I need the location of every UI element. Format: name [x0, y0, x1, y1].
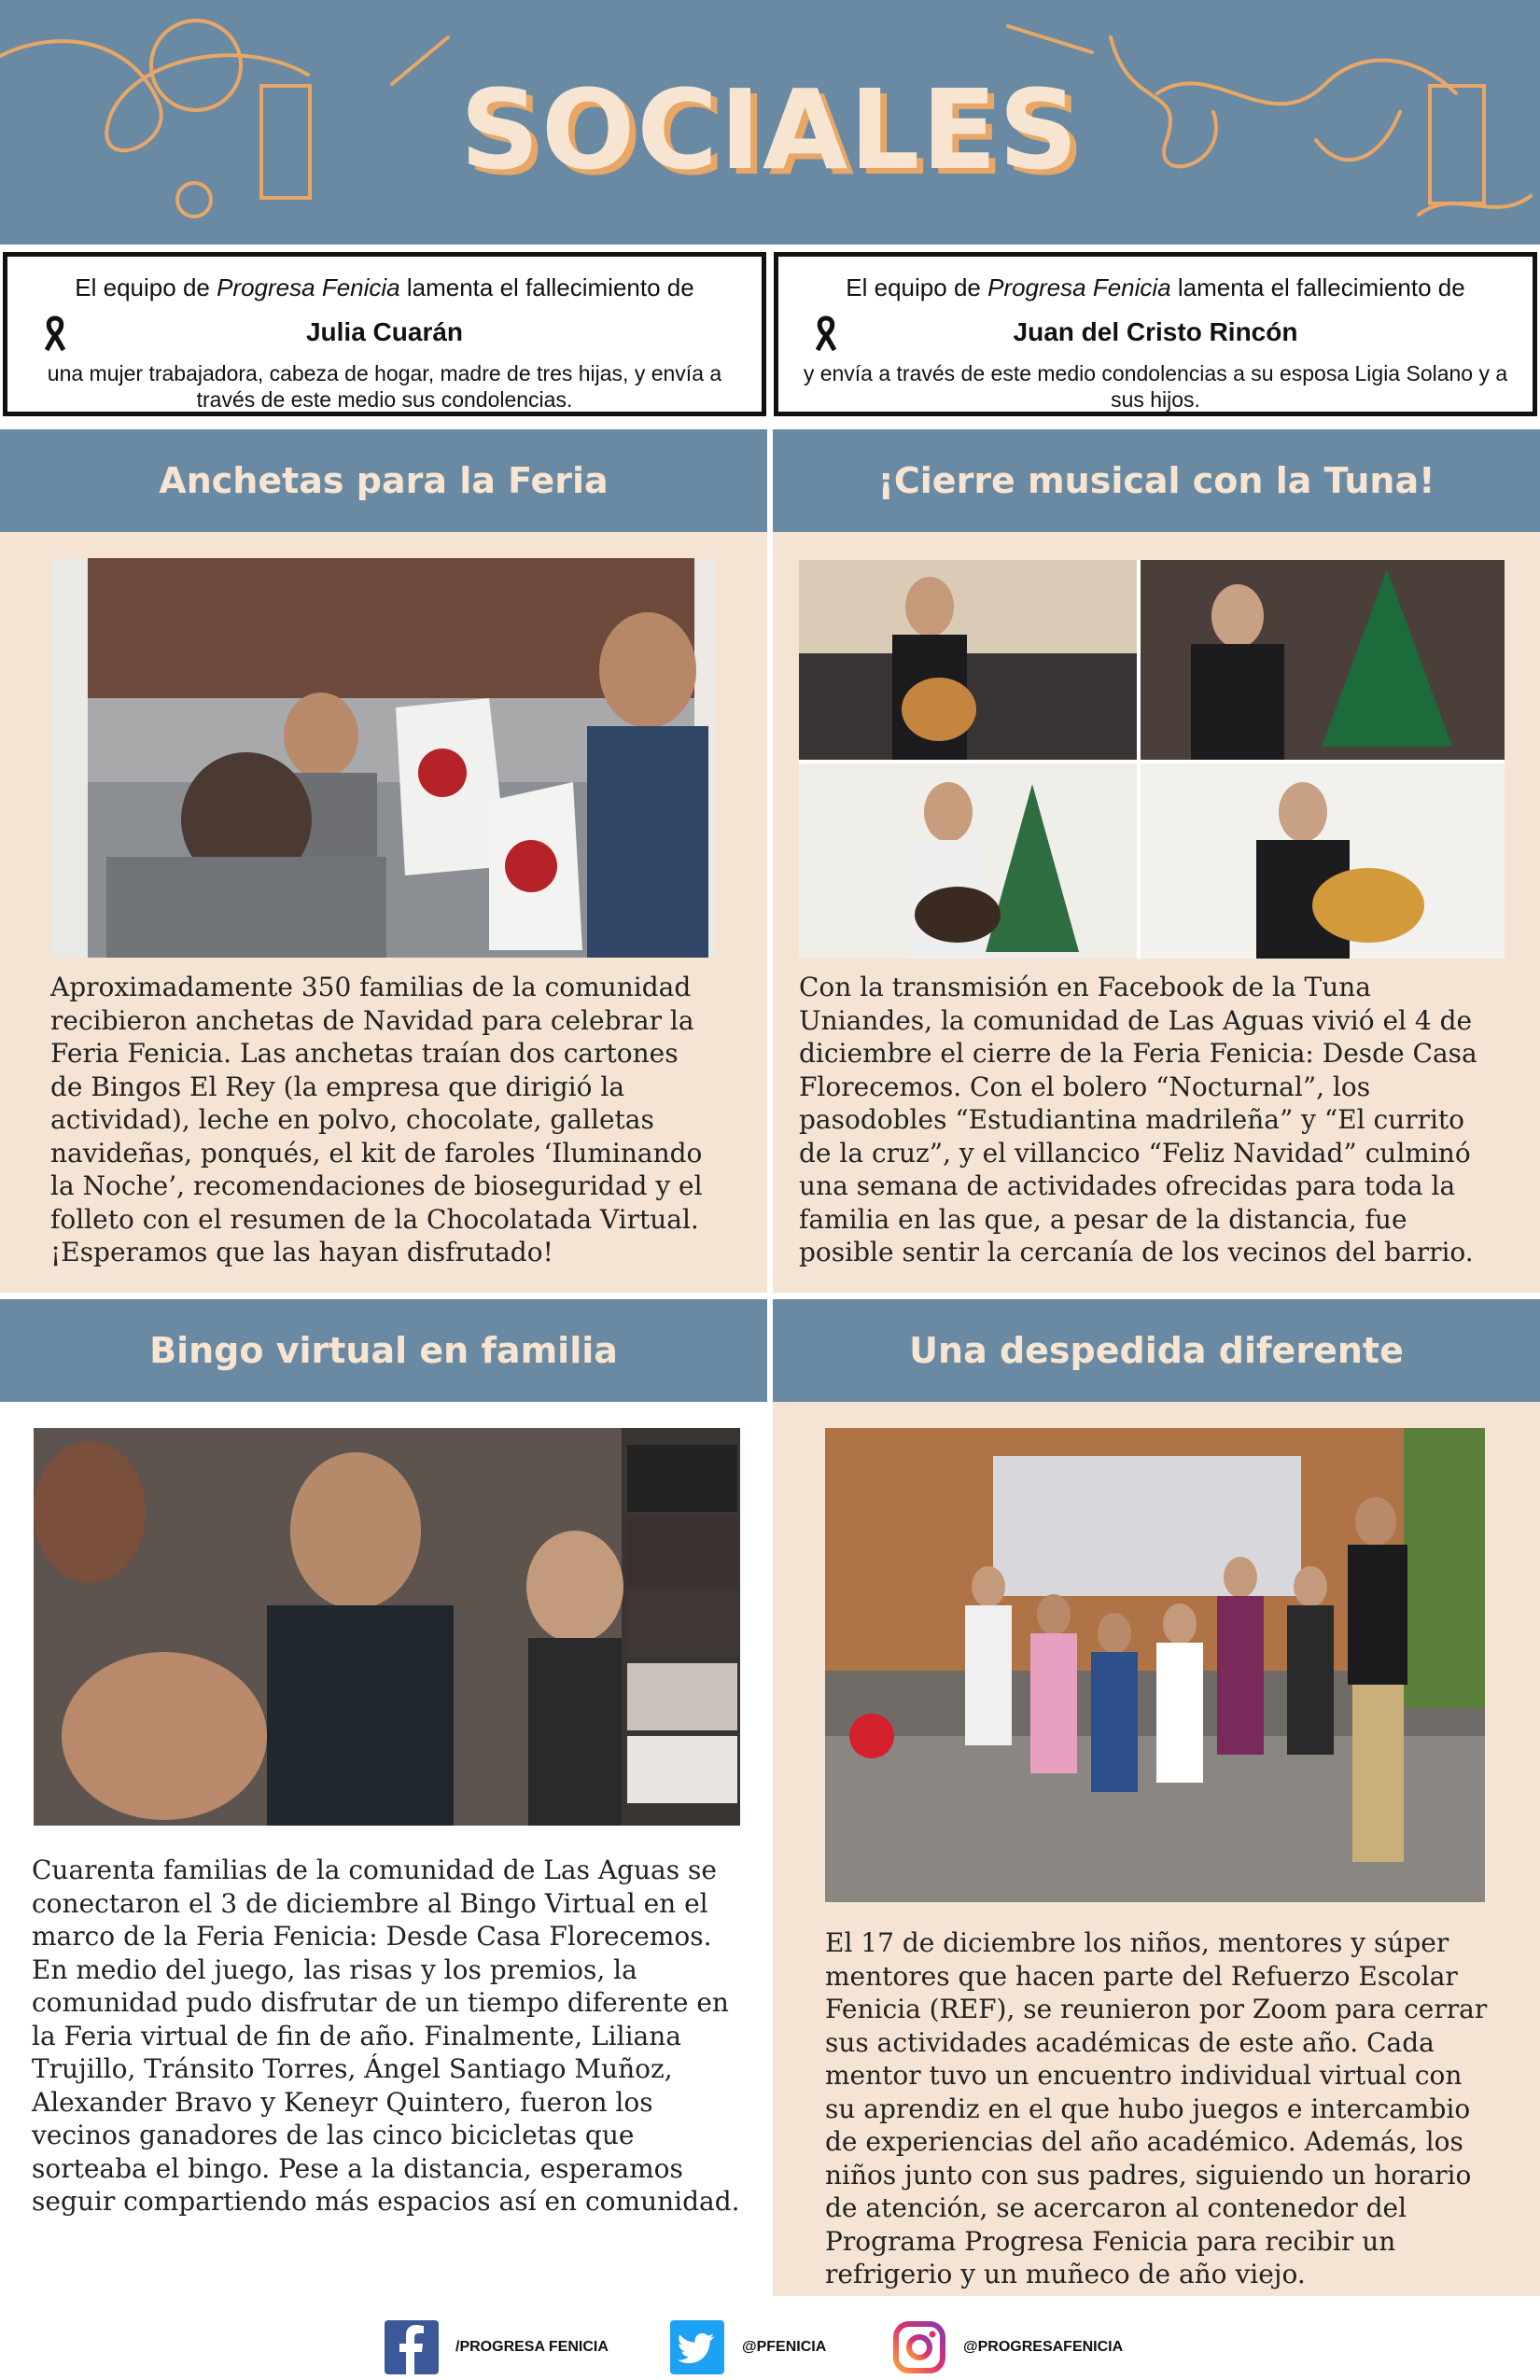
mourning-ribbon-icon: [43, 315, 67, 352]
section-body-bingo: Cuarenta familias de la comunidad de Las Aguas se conectaron el 3 de diciembre al Bingo Virtual en el marco de la Feria Fenicia: Desde Casa Florecemos. En medio del juego, las risas y los premios, la comunidad pudo disfrutar de un tiempo diferente en la Feria virtual de fin de año. Finalmente, Liliana Trujillo, Tránsito Torres, Ángel Santiago Muñoz, Alexander Bravo y Keneyr Quintero, fueron los vecinos ganadores de las cinco bicicletas que sorteaba el bingo. Pese a la distancia, esperamos seguir compartiendo más espacios así en comunidad.: [32, 1855, 740, 2217]
obituary-org: Progresa Fenicia: [217, 273, 400, 301]
facebook-icon[interactable]: [385, 2320, 439, 2374]
photo-bingo-virtual: [34, 1428, 740, 1826]
obituary-name: Julia Cuarán: [305, 317, 464, 346]
obituary-card-1: [3, 252, 766, 416]
photo-tuna-collage: [799, 560, 1505, 959]
section-body-tuna: Con la transmisión en Facebook de la Tuna Uniandes, la comunidad de Las Aguas vivió el 4 de diciembre el cierre de la Feria Fenicia: Desde Casa Florecemos. Con el bolero “Nocturnal”, los pasodobles “Estudiantina madrileña” y “El currito de la cruz”, y el villancico “Feliz Navidad” culminó una semana de actividades ofrecidas para toda la familia en las que, a pesar de la distancia, fue posible sentir la cercanía de los vecinos del barrio.: [799, 972, 1477, 1267]
obituary-message: una mujer trabajadora, cabeza de hogar, madre de tres hijas, y envía a través de este medio sus condolencias.: [47, 361, 722, 412]
page-header: [0, 0, 1540, 245]
section-header-despedida: Una despedida diferente: [773, 1299, 1540, 1402]
obituary-message: y envía a través de este medio condolencias a su esposa Ligia Solano y a sus hijos.: [803, 361, 1508, 412]
obituary-card-2: [774, 252, 1537, 416]
obituary-intro: El equipo de: [846, 273, 988, 301]
section-body-anchetas: Aproximadamente 350 familias de la comunidad recibieron anchetas de Navidad para celebrar la Feria Fenicia. Las anchetas traían dos cartones de Bingos El Rey (la empresa que dirigió la actividad), leche en polvo, chocolate, galletas navideñas, ponqués, el kit de faroles ‘Iluminando la Noche’, recomendaciones de bioseguridad y el folleto con el resumen de la Chocolatada Virtual. ¡Esperamos que las hayan disfrutado!: [50, 972, 703, 1267]
section-header-bingo: Bingo virtual en familia: [0, 1299, 767, 1402]
section-body-despedida: El 17 de diciembre los niños, mentores y súper mentores que hacen parte del Refuerzo Escolar Fenicia (REF), se reunieron por Zoom para cerrar sus actividades académicas de este año. Cada mentor tuvo un encuentro individual virtual con su aprendiz en el que hubo juegos e intercambio de experiencias del año académico. Además, los niños junto con sus padres, siguiendo un horario de atención, se acercaron al contenedor del Programa Progresa Fenicia para recibir un refrigerio y un muñeco de año viejo.: [825, 1927, 1488, 2289]
twitter-handle[interactable]: @PFENICIA: [742, 2339, 827, 2355]
section-header-tuna: ¡Cierre musical con la Tuna!: [773, 429, 1540, 532]
obituary-intro: El equipo de: [75, 273, 217, 301]
instagram-handle[interactable]: @PROGRESAFENICIA: [963, 2339, 1124, 2355]
photo-despedida: [825, 1428, 1485, 1902]
mourning-ribbon-icon: [814, 315, 838, 352]
obituary-intro-end: lamenta el fallecimiento de: [1170, 273, 1465, 301]
page-title: SOCIALES: [460, 65, 1080, 194]
twitter-icon[interactable]: [670, 2320, 724, 2374]
section-header-anchetas: Anchetas para la Feria: [0, 429, 767, 532]
photo-anchetas: [50, 558, 715, 958]
obituary-name: Juan del Cristo Rincón: [1013, 317, 1298, 346]
instagram-icon[interactable]: [892, 2320, 946, 2374]
facebook-handle[interactable]: /PROGRESA FENICIA: [455, 2339, 609, 2355]
obituary-org: Progresa Fenicia: [987, 273, 1171, 301]
obituary-intro-end: lamenta el fallecimiento de: [399, 273, 694, 301]
